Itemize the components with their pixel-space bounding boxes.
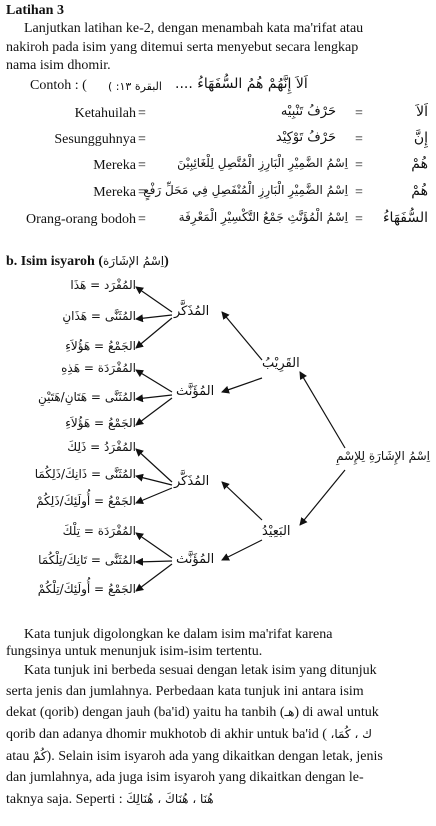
eq-4b: =	[138, 185, 146, 200]
meaning-5: Orang-orang bodoh	[25, 212, 136, 227]
meaning-2: Sesungguhnya	[54, 132, 136, 147]
para2-line5: atau كُمْ). Selain isim isyaroh ada yang dikaitkan dengan letak, jenis	[6, 749, 383, 764]
word-5: السُّفَهَاءُ	[382, 210, 428, 226]
node-far: البَعِيْدُ	[262, 524, 291, 539]
eq-2b: =	[138, 132, 146, 147]
leaf-2: المُثَنَّى = هَذَانِ	[62, 309, 136, 323]
node-far-masc: المُذَكَّر	[174, 474, 210, 489]
para1-line2: fungsinya untuk menunjuk isim-isim tertentu.	[6, 644, 263, 659]
exercise-title: Latihan 3	[6, 3, 64, 18]
eq-4a: =	[355, 185, 363, 200]
desc-1: حَرْفُ تَنْبِيْه	[280, 104, 336, 119]
node-near-fem: المُؤَنَّث	[176, 384, 215, 399]
example-ref: البقرة ١٣: )	[108, 80, 162, 93]
leaf-10: المُفْرَدَة = تِلْكَ	[62, 524, 136, 538]
leaf-5: المُثَنَّى = هَتَانِ/هَتَيْنِ	[37, 390, 136, 404]
leaf-8: المُثَنَّى = ذَانِكَ/ذَلِكُمَا	[34, 467, 136, 481]
desc-2: حَرْفُ تَوْكِيْد	[275, 130, 336, 145]
example-label: Contoh : (	[30, 78, 87, 93]
arrow-near-masc	[222, 312, 262, 360]
arrow-far-masc	[222, 482, 262, 520]
section-b-arabic: اِسْمُ الإشَارَة	[102, 254, 165, 268]
para1-line1: Kata tunjuk digolongkan ke dalam isim ma'rifat karena	[24, 627, 333, 642]
arrow-leaf-1	[136, 287, 172, 312]
para2-line6: dan jumlahnya, ada juga isim isyaroh yang dikaitkan dengan le-	[6, 770, 364, 785]
word-1: اَلاَ	[416, 104, 428, 120]
leaf-9: الجَمْعُ = أُولَئِكَ/ذَلِكُمْ	[36, 494, 136, 508]
arrow-root-far	[300, 470, 345, 525]
eq-1b: =	[138, 106, 146, 121]
section-b-close: )	[164, 254, 169, 269]
node-root: اِسْمُ الإِشَارَةِ لِلإِسْمِ	[336, 449, 430, 463]
instruction-line-3: nama isim dhomir.	[6, 58, 111, 73]
para2-line2: serta jenis dan jumlahnya. Perbedaan kata tunjuk ini antara isim	[6, 684, 364, 699]
leaf-11: المُثَنَّى = تَانِكَ/تِلْكُمَا	[38, 553, 136, 567]
para2-line1: Kata tunjuk ini berbeda sesuai dengan letak isim yang ditunjuk	[24, 663, 377, 678]
arrow-root-near	[300, 372, 345, 448]
leaf-3: الجَمْعُ = هَؤُلاَءِ	[65, 339, 136, 353]
node-near: القَرِيْبُ	[262, 356, 300, 371]
eq-2a: =	[355, 132, 363, 147]
para2-line4: qorib dan adanya dhomir mukhotob di akhir untuk ba'id ( ك ، كُمَا،	[6, 727, 373, 742]
eq-5b: =	[138, 212, 146, 227]
desc-5: اِسْمُ الْمُؤَنَّثِ جَمْعُ التَّكْسِيْرِ الْمَعْرِفَة	[178, 210, 348, 224]
word-2: إِنَّ	[413, 130, 428, 146]
desc-4: اِسْمُ الضَّمِيْرِ الْبَارِزِ الْمُنْفَصِلِ فِي مَحَلِّ رَفْعٍ	[143, 183, 348, 197]
leaf-7: المُفْرَدُ = ذَلِكَ	[67, 440, 136, 454]
desc-3: اِسْمُ الضَّمِيْرِ الْبَارِزِ الْمُتَّصِلِ لِلْغَائِبِيْنَ	[177, 156, 348, 170]
instruction-line-1: Lanjutkan latihan ke-2, dengan menambah kata ma'rifat atau	[24, 21, 364, 36]
example-arabic: اَلاَ إِنَّهُمْ هُمُ السُّفَهَاءُ ....	[175, 76, 308, 92]
node-near-masc: المُذَكَّر	[174, 304, 210, 319]
para2-line3: dekat (qorib) dengan jauh (ba'id) yaitu ha tanbih (هـ) di awal untuk	[6, 705, 379, 720]
leaf-12: الجَمْعُ = أُولَئِكَ/تِلْكُمْ	[37, 582, 136, 596]
meaning-1: Ketahuilah	[74, 106, 136, 121]
leaf-1: المُفْرَد = هَذَا	[70, 278, 136, 292]
word-3: هُمْ	[411, 156, 428, 172]
word-4: هُمْ	[411, 183, 428, 199]
instruction-line-2: nakiroh pada isim yang ditemui serta menyebut secara lengkap	[6, 40, 359, 55]
eq-3b: =	[138, 158, 146, 173]
eq-5a: =	[355, 212, 363, 227]
section-b-label: b. Isim isyaroh (	[6, 254, 103, 269]
arrow-far-fem	[222, 540, 262, 560]
eq-3a: =	[355, 158, 363, 173]
leaf-6: الجَمْعُ = هَؤُلاَءِ	[65, 416, 136, 430]
eq-1a: =	[355, 106, 363, 121]
arrow-near-fem	[222, 378, 262, 392]
para2-line7: taknya saja. Seperti : هُنَا ، هُنَاكَ ، هُنَالِكَ	[6, 792, 214, 807]
meaning-3: Mereka	[93, 158, 136, 173]
node-far-fem: المُؤَنَّث	[176, 552, 215, 567]
leaf-4: المُفْرَدَة = هَذِهِ	[61, 361, 136, 375]
meaning-4: Mereka	[93, 185, 136, 200]
